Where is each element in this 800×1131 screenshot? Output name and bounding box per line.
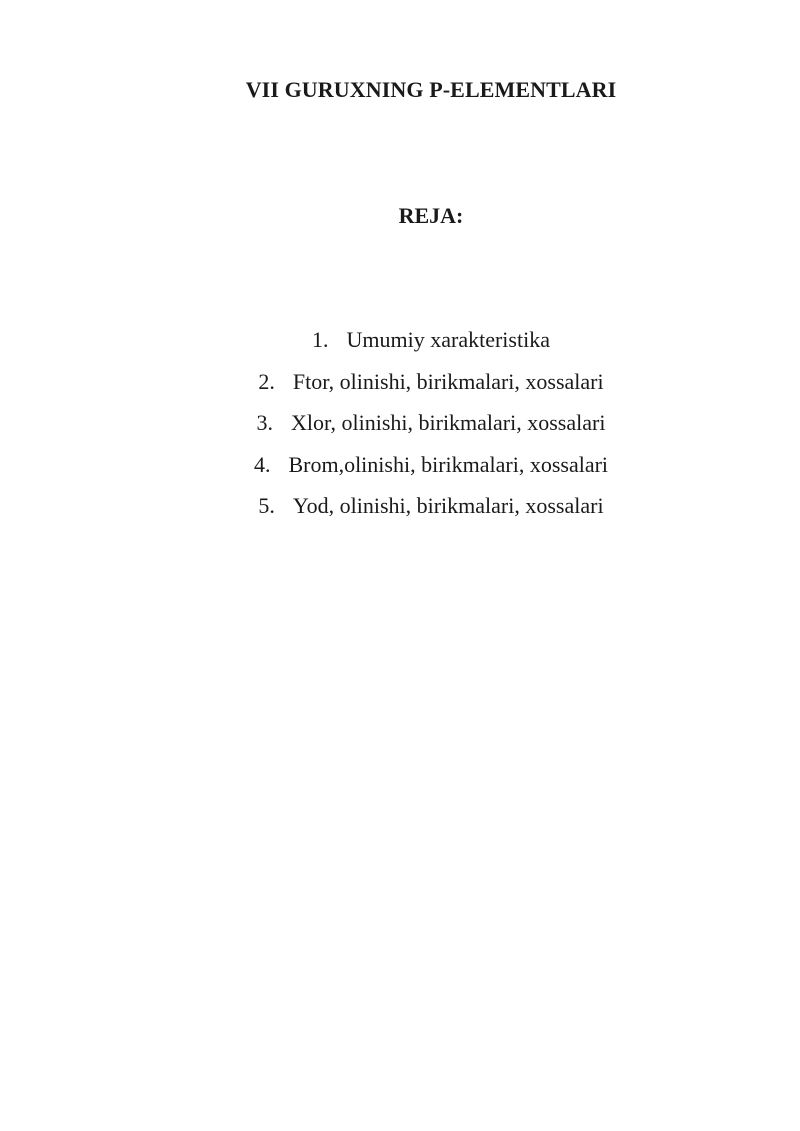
plan-item — [0, 451, 800, 493]
plan-item-text: Xlor, olinishi, birikmalari, xossalari — [291, 410, 606, 435]
plan-item-text: Umumiy xarakteristika — [346, 327, 550, 352]
plan-item — [0, 326, 800, 368]
plan-list — [0, 326, 800, 534]
plan-item-number: 2. — [258, 368, 275, 394]
plan-item-number: 3. — [256, 410, 274, 435]
plan-item-number: 5. — [258, 493, 275, 518]
plan-item — [0, 409, 800, 451]
plan-item-text: Yod, olinishi, birikmalari, xossalari — [292, 493, 604, 518]
plan-item-number: 1. — [312, 327, 329, 352]
plan-item — [0, 368, 800, 410]
plan-item-number: 4. — [253, 451, 271, 477]
plan-item-text: Brom,olinishi, birikmalari, xossalari — [288, 451, 609, 477]
plan-item-text: Ftor, olinishi, birikmalari, xossalari — [292, 368, 604, 394]
document-title: VII GURUXNING P-ELEMENTLARI — [245, 77, 617, 102]
plan-heading: REJA: — [398, 203, 464, 228]
plan-item — [0, 492, 800, 534]
